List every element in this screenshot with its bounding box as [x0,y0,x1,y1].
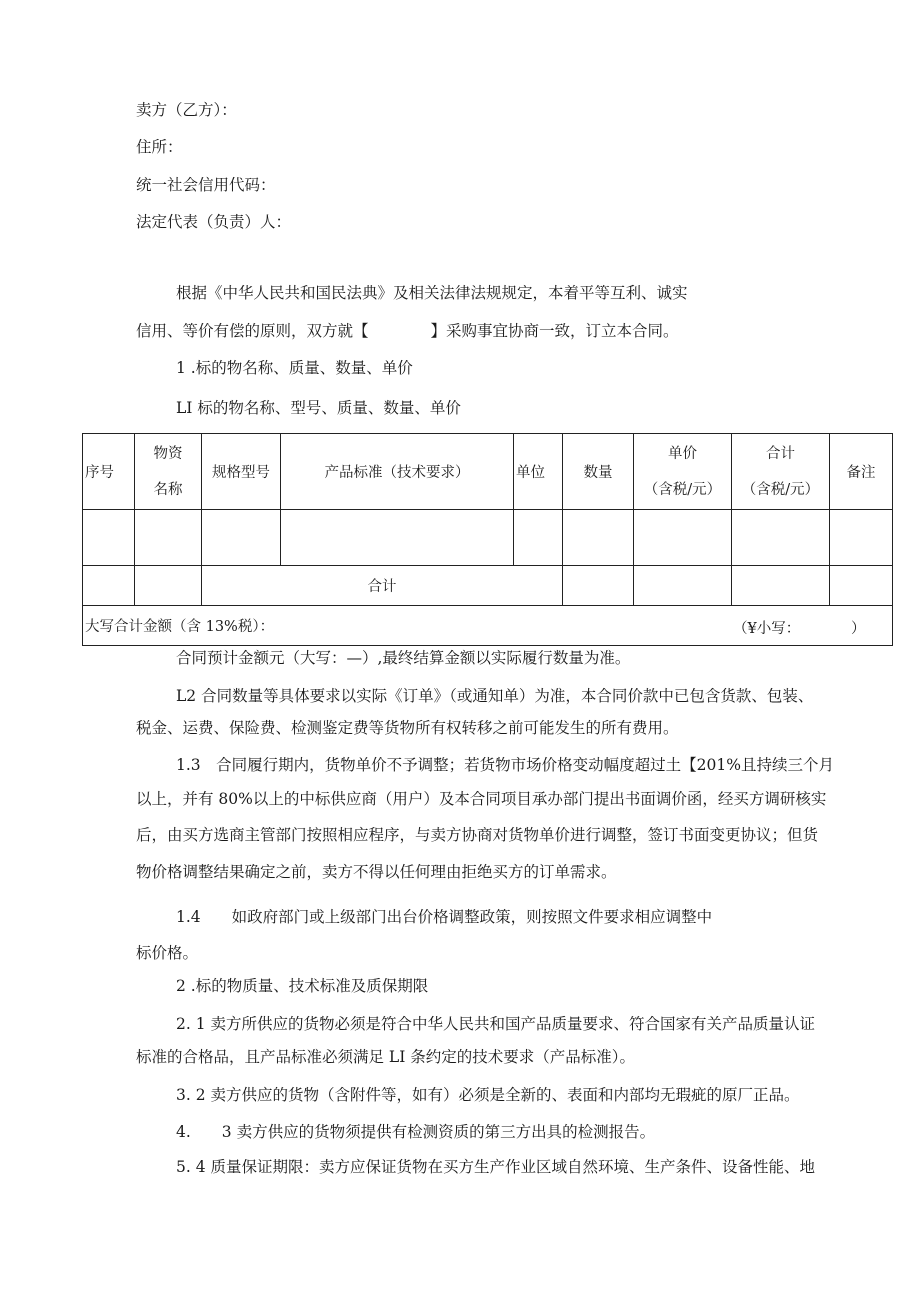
legal-rep-label: 法定代表（负责）人： [136,213,292,231]
amount-words-label: 大写合计金额（含 13%税）： [85,619,275,635]
table-header-row [83,434,893,510]
table-cell [563,566,634,606]
clause-2-3: 4. 3 卖方供应的货物须提供有检测资质的第三方出具的检测报告。 [176,1123,656,1141]
table-cell [634,510,732,566]
table-row [83,510,893,566]
table-cell [202,510,281,566]
col-header-material-line2: 名称 [153,481,183,498]
estimate-paragraph: 合同预计金额元（大写：—）,最终结算金额以实际履行数量为准。 [176,649,631,667]
table-amount-row [83,606,893,646]
table-cell [732,510,830,566]
clause-1-3-line-1: 1.3 合同履行期内，货物单价不予调整；若货物市场价格变动幅度超过土【201%且持续三个月 [176,756,834,774]
goods-table [82,433,893,646]
col-header-total-line1: 合计 [766,445,795,462]
credit-code-label: 统一社会信用代码： [136,176,276,194]
table-cell [830,510,893,566]
col-header-material [135,434,202,510]
table-cell [830,566,893,606]
table-cell [135,510,202,566]
table-cell [563,510,634,566]
clause-2-1-line-2: 标准的合格品，且产品标准必须满足 LI 条约定的技术要求（产品标准）。 [136,1048,636,1066]
clause-1-3-line-2: 以上，并有 80%以上的中标供应商（用户）及本合同项目承办部门提出书面调价函，经买方调研核实 [136,790,827,808]
table-cell [732,566,830,606]
section-2-title: 2 .标的物质量、技术标准及质保期限 [176,977,429,995]
col-header-material-line1: 物资 [153,445,183,462]
col-header-total [732,434,830,510]
clause-1-2-line-1: L2 合同数量等具体要求以实际《订单》（或通知单）为准，本合同价款中已包含货款、包装、 [176,687,814,705]
clause-1-3-line-3: 后，由买方选商主管部门按照相应程序，与卖方协商对货物单价进行调整，签订书面变更协议；但货 [136,826,819,844]
table-cell [281,510,514,566]
col-header-total-line2: （含税/元） [741,481,820,498]
col-header-seq: 序号 [83,434,135,510]
amount-cell [83,606,893,646]
table-cell [135,566,202,606]
table-cell [514,510,563,566]
table-cell [83,510,135,566]
table-sum-row [83,566,893,606]
col-header-remark: 备注 [830,434,893,510]
col-header-qty: 数量 [563,434,634,510]
amount-small-label: （¥小写： ） [733,621,866,637]
section-1-1-title: LI 标的物名称、型号、质量、数量、单价 [176,399,461,417]
section-1-title: 1 .标的物名称、质量、数量、单价 [176,359,413,377]
col-header-price-line2: （含税/元） [643,481,722,498]
col-header-unit: 单位 [514,434,563,510]
clause-1-4-line-2: 标价格。 [136,944,199,962]
table-cell [83,566,135,606]
seller-label: 卖方（乙方）： [136,101,237,119]
address-label: 住所： [136,138,183,156]
intro-line-2: 信用、等价有偿的原则，双方就【 】采购事宜协商一致，订立本合同。 [136,322,679,340]
col-header-spec: 规格型号 [202,434,281,510]
table-cell [634,566,732,606]
clause-2-1-line-1: 2. 1 卖方所供应的货物必须是符合中华人民共和国产品质量要求、符合国家有关产品质量认证 [176,1015,816,1033]
intro-line-1: 根据《中华人民共和国民法典》及相关法律法规规定，本着平等互利、诚实 [176,284,688,302]
clause-2-2: 3. 2 卖方供应的货物（含附件等，如有）必须是全新的、表面和内部均无瑕疵的原厂正品。 [176,1086,800,1104]
col-header-price-line1: 单价 [668,445,697,462]
clause-1-2-line-2: 税金、运费、保险费、检测鉴定费等货物所有权转移之前可能发生的所有费用。 [136,719,679,737]
clause-1-4-line-1: 1.4 如政府部门或上级部门出台价格调整政策，则按照文件要求相应调整中 [176,908,713,926]
clause-1-3-line-4: 物价格调整结果确定之前，卖方不得以任何理由拒绝买方的订单需求。 [136,863,617,881]
col-header-standard: 产品标准（技术要求） [281,434,514,510]
col-header-price [634,434,732,510]
clause-2-4: 5. 4 质量保证期限：卖方应保证货物在买方生产作业区域自然环境、生产条件、设备性能、地 [176,1158,816,1176]
sum-label: 合计 [202,566,563,606]
